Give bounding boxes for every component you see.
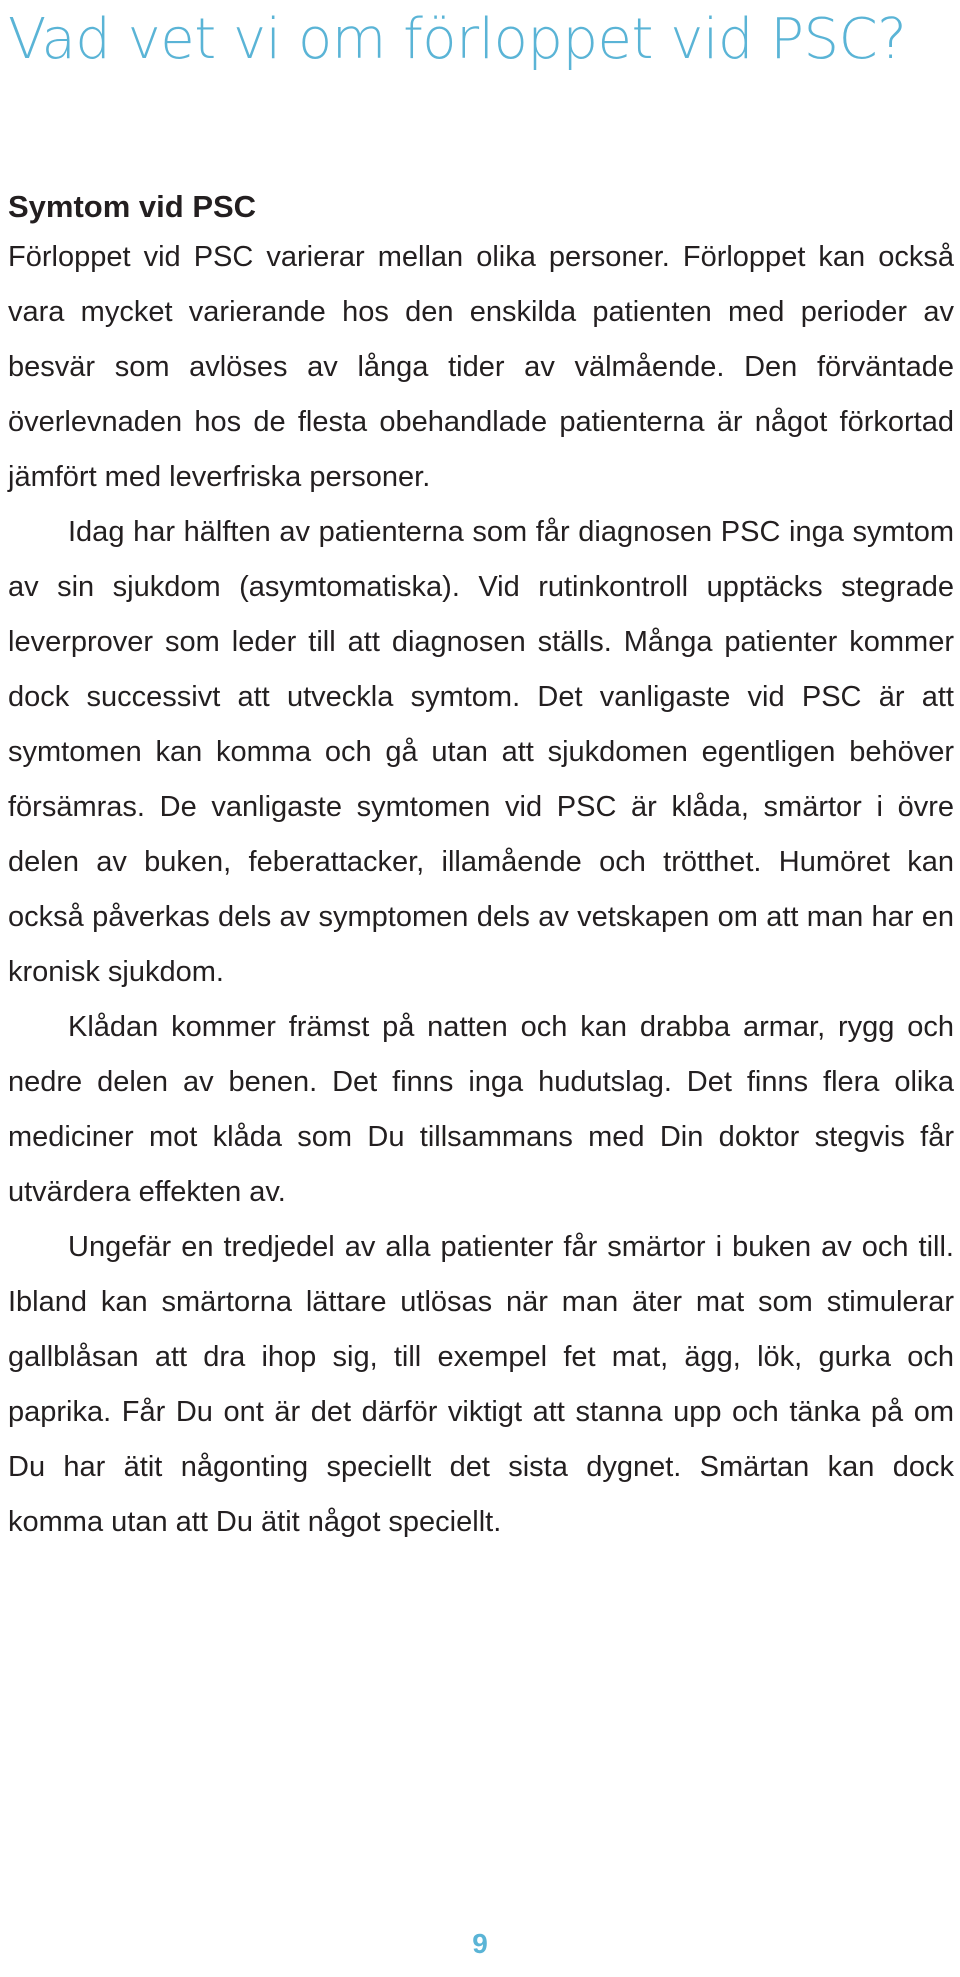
paragraph-itching: Klådan kommer främst på natten och kan drabba armar, rygg och nedre delen av benen. Det finns inga hudutslag. Det finns flera olika mediciner mot klåda som Du tillsammans med Din doktor stegvis får utvärdera effekten av. [8,1011,954,1208]
content-section [8,186,954,1550]
paragraph-intro: Förloppet vid PSC varierar mellan olika personer. Förloppet kan också vara mycket varierande hos den enskilda patienten med perioder av besvär som avlöses av långa tider av välmående. Den förväntade överlevnaden hos de flesta obehandlade patienterna är något förkortad jämfört med leverfriska personer. [8,241,954,493]
paragraph-pain: Ungefär en tredjedel av alla patienter får smärtor i buken av och till. Ibland kan smärtorna lättare utlösas när man äter mat som stimulerar gallblåsan att dra ihop sig, till exempel fet mat, ägg, lök, gurka och paprika. Får Du ont är det därför viktigt att stanna upp och tänka på om Du har ätit någonting speciellt det sista dygnet. Smärtan kan dock komma utan att Du ätit något speciellt. [8,1231,954,1538]
paragraph-symptoms: Idag har hälften av patienterna som får diagnosen PSC inga symtom av sin sjukdom (asymtomatiska). Vid rutinkontroll upptäcks stegrade leverprover som leder till att diagnosen ställs. Många patienter kommer dock successivt att utveckla symtom. Det vanligaste vid PSC är att symtomen kan komma och gå utan att sjukdomen egentligen behöver försämras. De vanligaste symtomen vid PSC är klåda, smärtor i övre delen av buken, feberattacker, illamående och trötthet. Humöret kan också påverkas dels av symptomen dels av vetskapen om att man har en kronisk sjukdom. [8,516,954,988]
page-number: 9 [472,1928,488,1959]
page-title: Vad vet vi om förloppet vid PSC? [8,7,907,72]
section-heading: Symtom vid PSC [8,189,257,224]
